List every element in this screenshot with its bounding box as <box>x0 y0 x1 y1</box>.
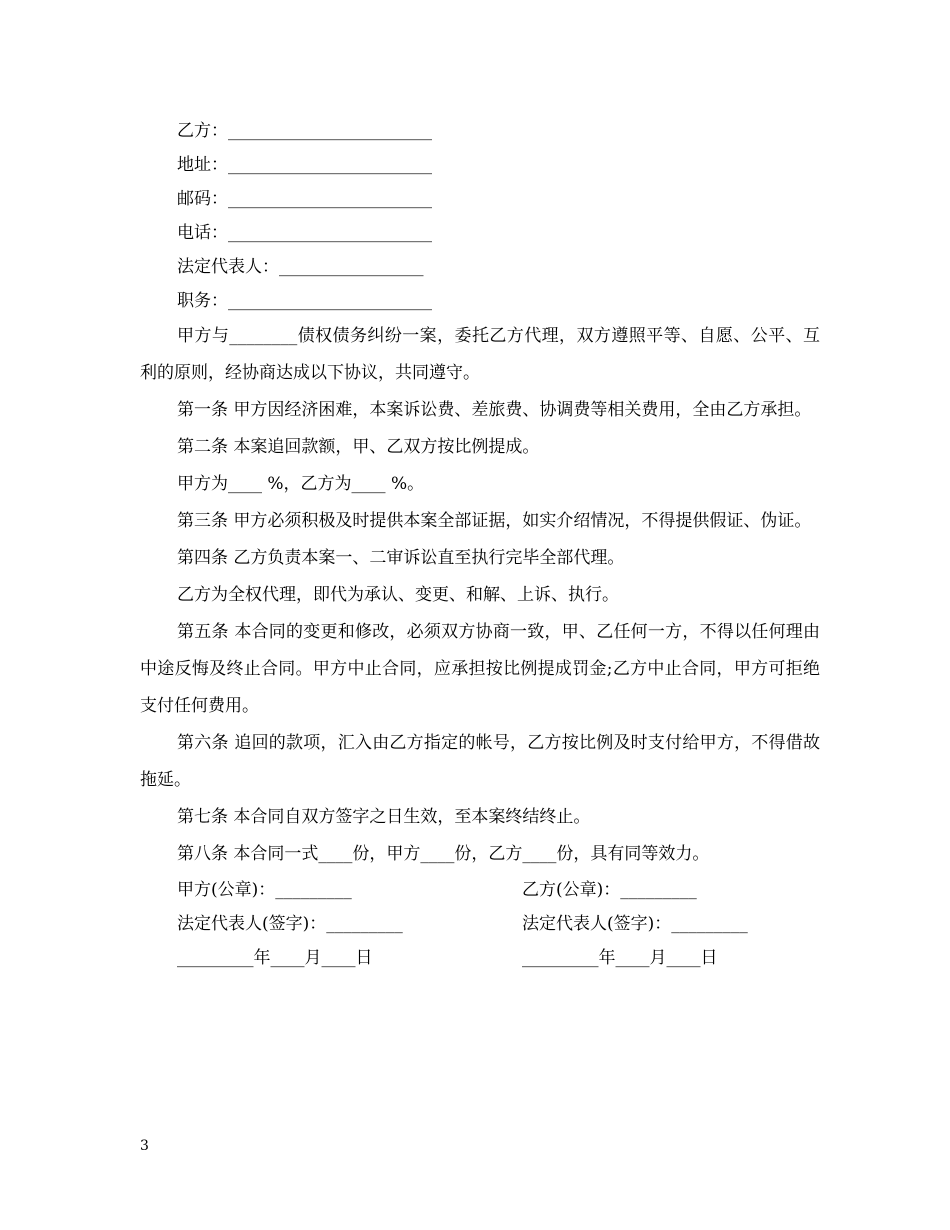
clause-3: 第三条 甲方必须积极及时提供本案全部证据，如实介绍情况，不得提供假证、伪证。 <box>177 511 812 531</box>
clause-5: 第五条 本合同的变更和修改，必须双方协商一致，甲、乙任何一方，不得以任何理由中途反悔及终止合同。甲方中止合同，应承担按比例提成罚金;乙方中止合同，甲方可拒绝支付任何费用。 <box>140 622 820 716</box>
party-b-name-field: 乙方：________________________ <box>177 121 432 141</box>
representative-row <box>140 907 820 941</box>
clause-2-ratio: 甲方为____ %，乙方为____ %。 <box>177 474 425 494</box>
contract-body <box>140 114 820 975</box>
clause-8: 第八条 本合同一式____份，甲方____份，乙方____份，具有同等效力。 <box>177 844 710 864</box>
preamble-paragraph: 甲方与________债权债务纠纷一案，委托乙方代理，双方遵照平等、自愿、公平、互利的原则，经协商达成以下协议，共同遵守。 <box>140 326 820 383</box>
date-row <box>140 941 820 975</box>
page-number: 3 <box>140 1138 149 1154</box>
party-b-seal: 乙方(公章)：_________ <box>522 880 697 900</box>
clause-2: 第二条 本案追回款额，甲、乙双方按比例提成。 <box>177 437 540 457</box>
party-a-date: _________年____月____日 <box>177 948 373 968</box>
contract-clauses <box>140 318 820 873</box>
party-b-title-field: 职务：________________________ <box>177 291 432 311</box>
party-b-phone-field: 电话：________________________ <box>177 223 432 243</box>
party-b-postcode-field: 邮码：________________________ <box>177 189 432 209</box>
clause-6: 第六条 追回的款项，汇入由乙方指定的帐号，乙方按比例及时支付给甲方，不得借故拖延。 <box>140 733 820 790</box>
signature-block <box>140 873 820 975</box>
party-b-date: _________年____月____日 <box>522 948 718 968</box>
party-b-info <box>140 114 820 318</box>
clause-7: 第七条 本合同自双方签字之日生效，至本案终结终止。 <box>177 807 591 827</box>
party-a-representative: 法定代表人(签字)：_________ <box>177 914 403 934</box>
party-a-seal: 甲方(公章)：_________ <box>177 880 352 900</box>
clause-4-scope: 乙方为全权代理，即代为承认、变更、和解、上诉、执行。 <box>177 585 619 605</box>
seal-row <box>140 873 820 907</box>
clause-1: 第一条 甲方因经济困难，本案诉讼费、差旅费、协调费等相关费用，全由乙方承担。 <box>177 400 812 420</box>
party-b-representative: 法定代表人(签字)：_________ <box>522 914 748 934</box>
party-b-legal-rep-field: 法定代表人：_________________ <box>177 257 424 277</box>
clause-4: 第四条 乙方负责本案一、二审诉讼直至执行完毕全部代理。 <box>177 548 625 568</box>
party-b-address-field: 地址：________________________ <box>177 155 432 175</box>
